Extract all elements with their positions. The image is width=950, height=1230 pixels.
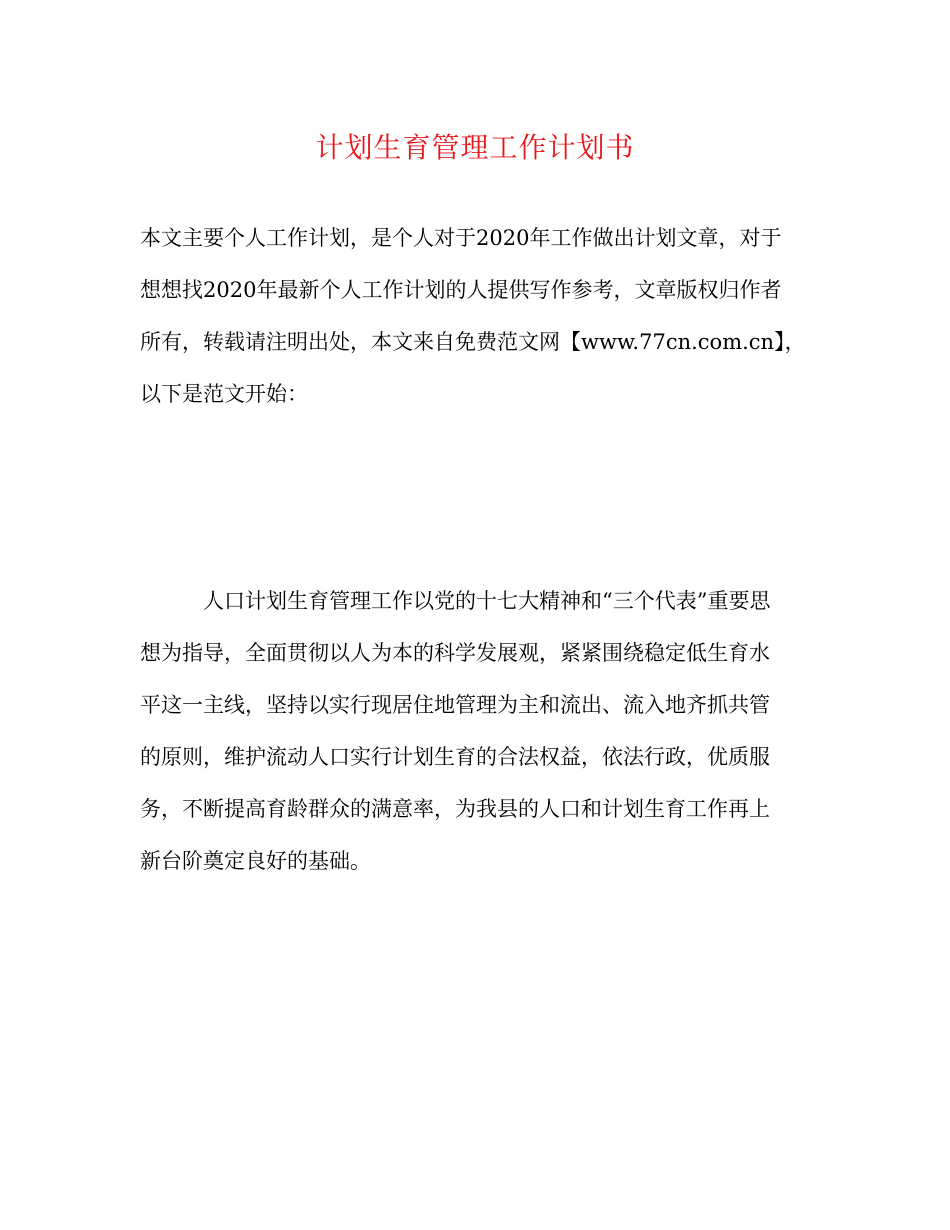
intro-line: 本文主要个人工作计划，是个人对于2020年工作做出计划文章，对于 <box>140 226 782 250</box>
intro-line: 以下是范文开始： <box>140 382 308 406</box>
intro-line: 所有，转载请注明出处，本文来自免费范文网【www.77cn.com.cn】， <box>140 330 806 354</box>
body-line: 人口计划生育管理工作以党的十七大精神和“三个代表”重要思 <box>140 589 771 613</box>
body-paragraph <box>140 575 810 887</box>
intro-paragraph <box>140 212 810 420</box>
intro-line: 想想找2020年最新个人工作计划的人提供写作参考，文章版权归作者 <box>140 278 782 302</box>
body-line: 务，不断提高育龄群众的满意率，为我县的人口和计划生育工作再上 <box>140 797 770 821</box>
body-line: 的原则，维护流动人口实行计划生育的合法权益，依法行政，优质服 <box>140 745 770 769</box>
body-line: 想为指导，全面贯彻以人为本的科学发展观，紧紧围绕稳定低生育水 <box>140 641 770 665</box>
page-title: 计划生育管理工作计划书 <box>315 131 635 164</box>
body-line: 新台阶奠定良好的基础。 <box>140 849 371 873</box>
body-line: 平这一主线，坚持以实行现居住地管理为主和流出、流入地齐抓共管 <box>140 693 770 717</box>
